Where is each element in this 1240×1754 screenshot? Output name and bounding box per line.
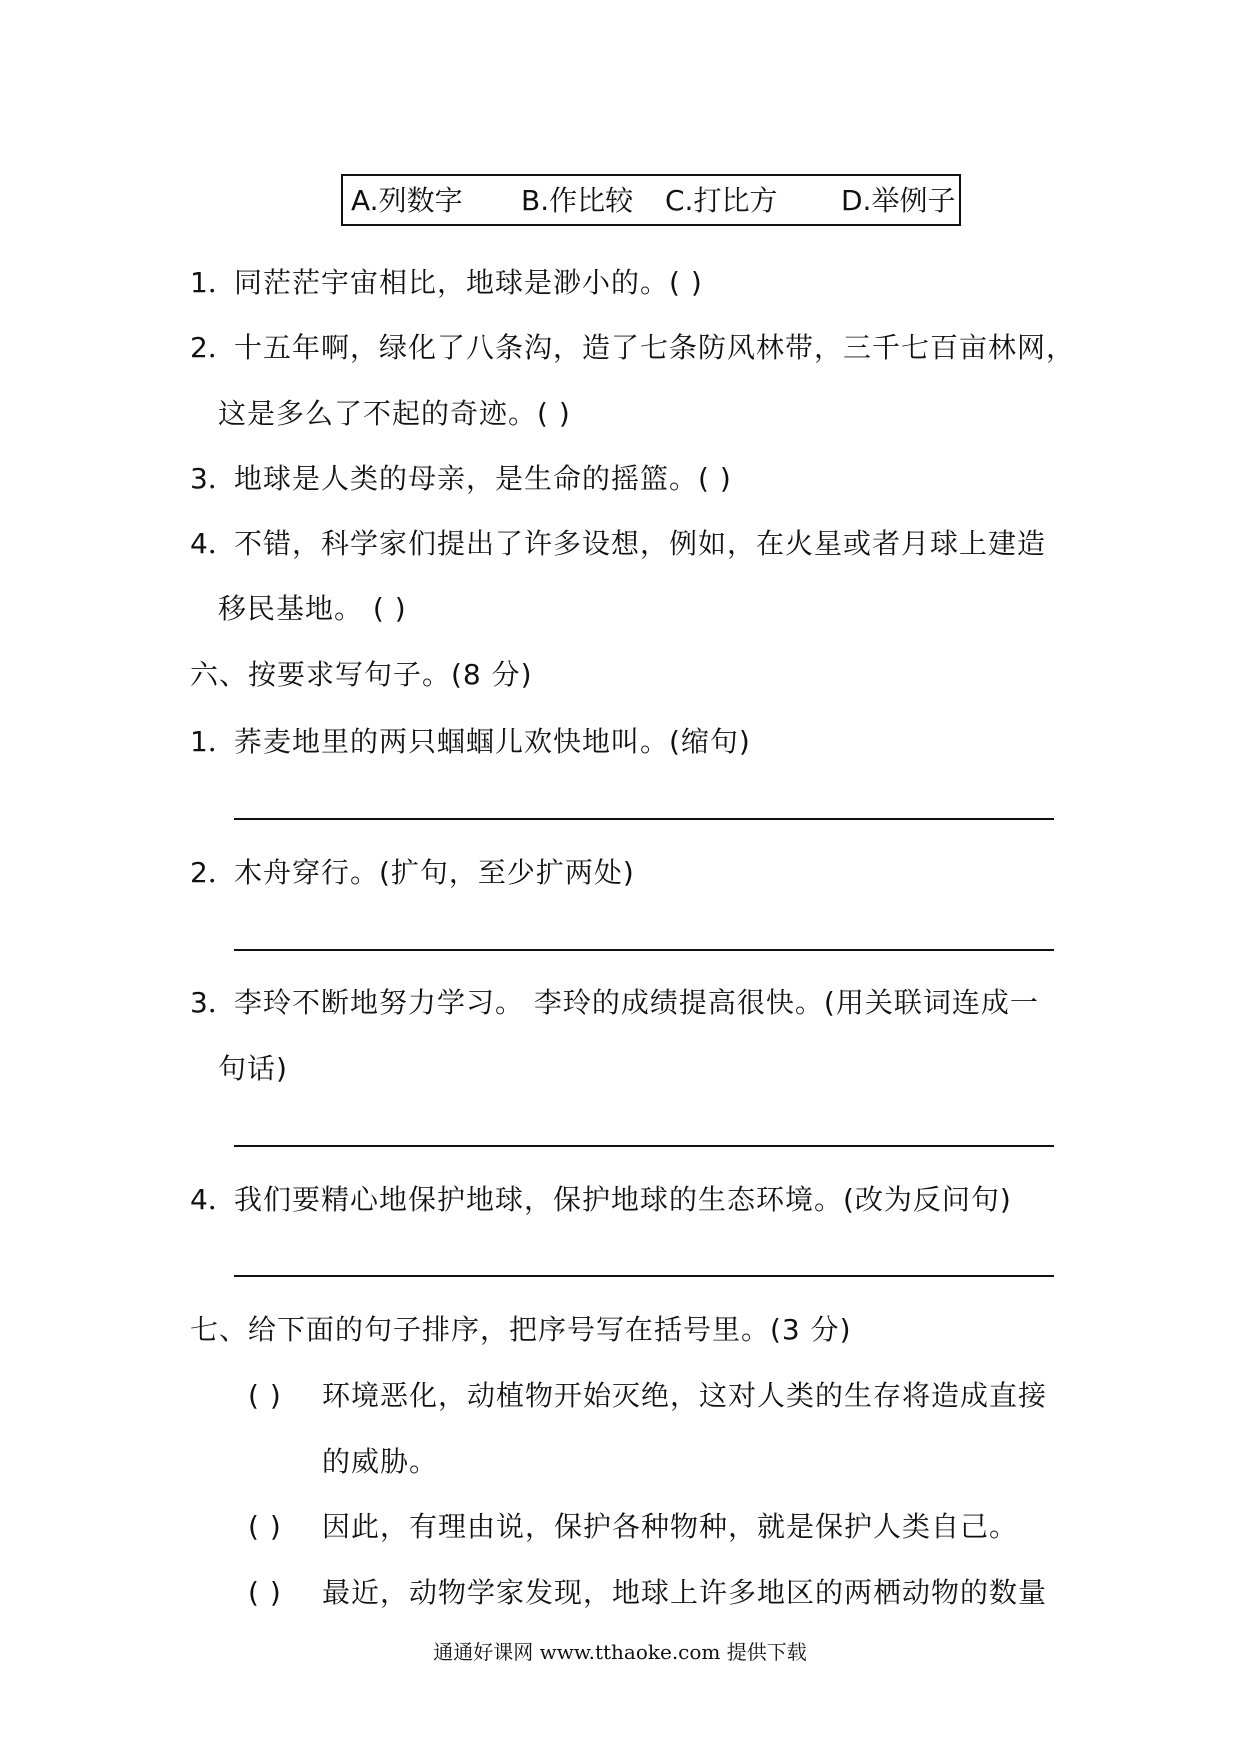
option-d: D.举例子 <box>841 184 956 217</box>
order-paren: ( ) <box>248 1379 282 1412</box>
question-text: 我们要精心地保护地球，保护地球的生态环境。(改为反问句) <box>234 1183 1012 1216</box>
question-number: 2． <box>190 856 236 889</box>
section-heading: 七、给下面的句子排序，把序号写在括号里。(3 分) <box>190 1313 852 1346</box>
option-a: A.列数字 <box>351 184 463 217</box>
sentence-text: 因此，有理由说，保护各种物种，就是保护人类自己。 <box>322 1510 1019 1543</box>
question-text-continued: 这是多么了不起的奇迹。( ) <box>218 397 571 430</box>
option-c: C.打比方 <box>665 184 778 217</box>
question-number: 3． <box>190 986 236 1019</box>
question-text-continued: 句话) <box>218 1052 288 1085</box>
question-number: 1． <box>190 266 236 299</box>
question-number: 4． <box>190 527 236 560</box>
question-text: 地球是人类的母亲，是生命的摇篮。( ) <box>234 462 732 495</box>
question-text: 不错，科学家们提出了许多设想，例如，在火星或者月球上建造 <box>234 527 1047 560</box>
options-box <box>341 174 961 226</box>
option-b: B.作比较 <box>521 184 634 217</box>
question-text: 荞麦地里的两只蝈蝈儿欢快地叫。(缩句) <box>234 725 751 758</box>
question-text: 十五年啊，绿化了八条沟，造了七条防风林带，三千七百亩林网， <box>234 331 1076 364</box>
question-number: 4． <box>190 1183 236 1216</box>
answer-line <box>234 1145 1054 1147</box>
sentence-text-continued: 的威胁。 <box>322 1445 439 1478</box>
question-text: 李玲不断地努力学习。 李玲的成绩提高很快。(用关联词连成一 <box>234 986 1039 1019</box>
answer-line <box>234 949 1054 951</box>
question-number: 2． <box>190 331 236 364</box>
question-number: 1． <box>190 725 236 758</box>
question-number: 3． <box>190 462 236 495</box>
sentence-text: 最近，动物学家发现，地球上许多地区的两栖动物的数量 <box>322 1576 1048 1609</box>
order-paren: ( ) <box>248 1576 282 1609</box>
answer-line <box>234 818 1054 820</box>
section-heading: 六、按要求写句子。(8 分) <box>190 658 533 691</box>
answer-line <box>234 1275 1054 1277</box>
question-text: 同茫茫宇宙相比，地球是渺小的。( ) <box>234 266 703 299</box>
question-text: 木舟穿行。(扩句，至少扩两处) <box>234 856 635 889</box>
question-text-continued: 移民基地。 ( ) <box>218 592 407 625</box>
page-footer: 通通好课网 www.tthaoke.com 提供下载 <box>433 1640 807 1664</box>
sentence-text: 环境恶化，动植物开始灭绝，这对人类的生存将造成直接 <box>322 1379 1048 1412</box>
order-paren: ( ) <box>248 1510 282 1543</box>
